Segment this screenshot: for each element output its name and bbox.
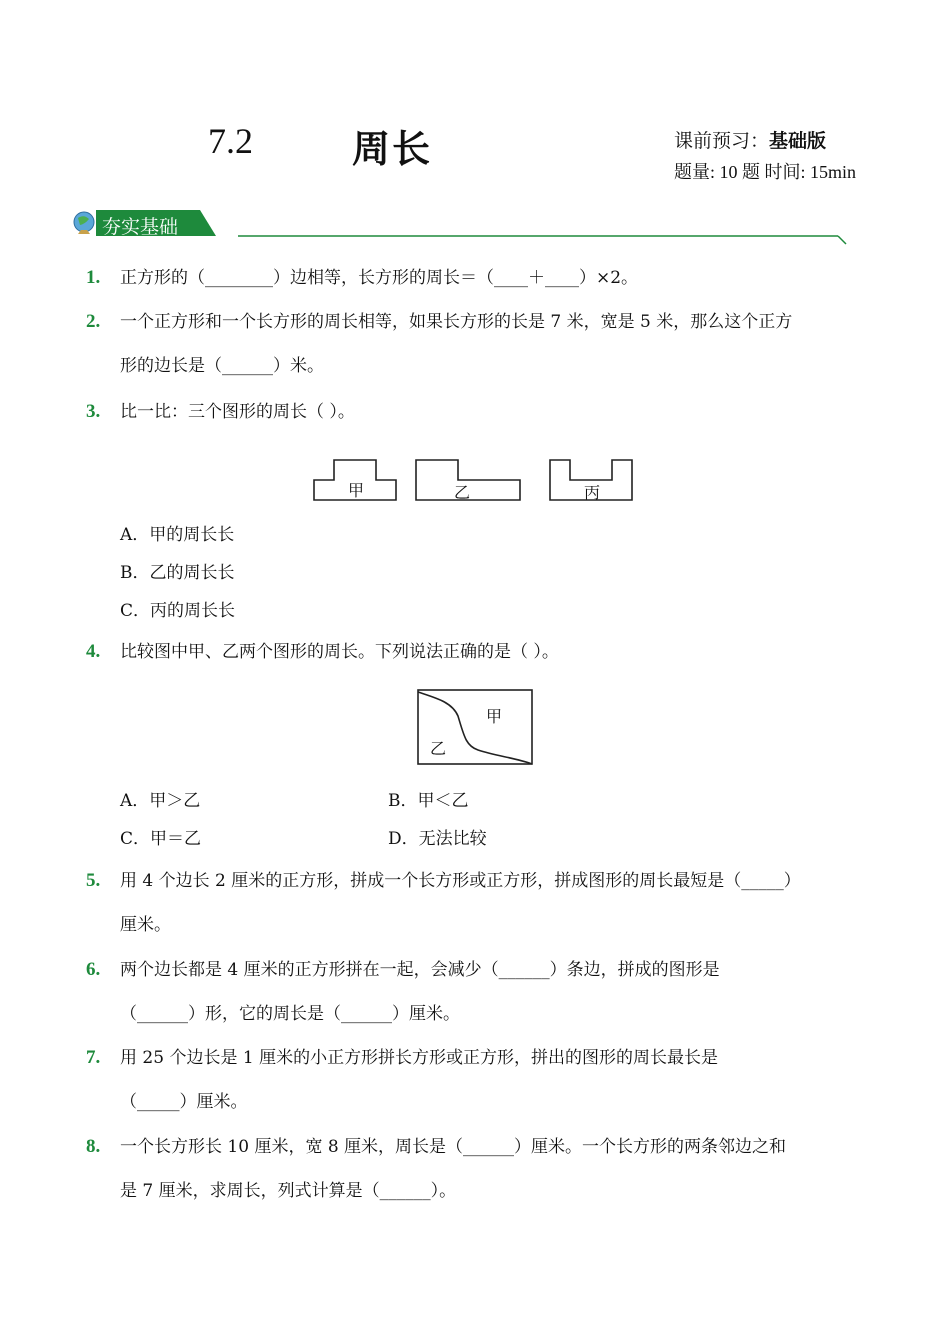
option-b[interactable]: B．乙的周长长 — [120, 563, 235, 583]
label-bing: 丙 — [584, 483, 601, 502]
preview-label: 课前预习： — [674, 130, 770, 152]
question-text: 两个边长都是 4 厘米的正方形拼在一起，会减少（______）条边，拼成的图形是 — [120, 960, 720, 980]
option-a[interactable]: A．甲＞乙 — [120, 791, 201, 811]
question-text: 正方形的（________）边相等，长方形的周长＝（____＋____）×2。 — [120, 268, 639, 288]
question-number: 3. — [86, 401, 101, 422]
globe-icon — [74, 212, 94, 234]
option-d[interactable]: D．无法比较 — [388, 829, 487, 849]
label-jia: 甲 — [486, 707, 503, 726]
preview-level: 基础版 — [769, 130, 827, 152]
preview-info — [674, 126, 826, 153]
option-a[interactable]: A．甲的周长长 — [120, 525, 235, 545]
label-jia: 甲 — [348, 481, 365, 500]
question-text-continued: 形的边长是（______）米。 — [120, 356, 324, 376]
question-text-continued: 厘米。 — [120, 915, 171, 935]
option-b[interactable]: B．甲＜乙 — [388, 791, 469, 811]
question-text: 用 25 个边长是 1 厘米的小正方形拼长方形或正方形，拼出的图形的周长最长是 — [120, 1048, 719, 1068]
option-c[interactable]: C．丙的周长长 — [120, 601, 236, 621]
question-text: 比一比：三个图形的周长（ ）。 — [120, 402, 355, 422]
question-text: 用 4 个边长 2 厘米的正方形，拼成一个长方形或正方形，拼成图形的周长最短是（_____） — [120, 871, 801, 891]
page-title: 周长 — [352, 127, 433, 171]
question-number: 6. — [86, 959, 101, 980]
question-number: 2. — [86, 311, 101, 332]
question-number: 7. — [86, 1047, 101, 1068]
question-text: 一个正方形和一个长方形的周长相等，如果长方形的长是 7 米，宽是 5 米，那么这个正方 — [120, 312, 793, 332]
section-banner — [72, 206, 852, 250]
option-c[interactable]: C．甲＝乙 — [120, 829, 202, 849]
section-number: 7.2 — [208, 121, 253, 161]
question-text: 比较图中甲、乙两个图形的周长。下列说法正确的是（ ）。 — [120, 642, 559, 662]
question-number: 8. — [86, 1136, 101, 1157]
label-yi: 乙 — [454, 483, 471, 502]
question-text-continued: （______）形，它的周长是（______）厘米。 — [120, 1004, 460, 1024]
label-yi: 乙 — [430, 739, 447, 758]
question-number: 4. — [86, 641, 101, 662]
question-number: 1. — [86, 267, 101, 288]
question-text-continued: （_____）厘米。 — [120, 1092, 248, 1112]
question-text: 一个长方形长 10 厘米，宽 8 厘米，周长是（______）厘米。一个长方形的两条邻边之和 — [120, 1137, 787, 1157]
question-number: 5. — [86, 870, 101, 891]
question-text-continued: 是 7 厘米，求周长，列式计算是（______）。 — [120, 1181, 457, 1201]
quiz-meta: 题量: 10 题 时间: 15min — [674, 162, 857, 182]
figure-three-shapes — [310, 456, 640, 510]
section-banner-label: 夯实基础 — [102, 216, 179, 238]
figure-divided-rectangle — [416, 688, 536, 772]
